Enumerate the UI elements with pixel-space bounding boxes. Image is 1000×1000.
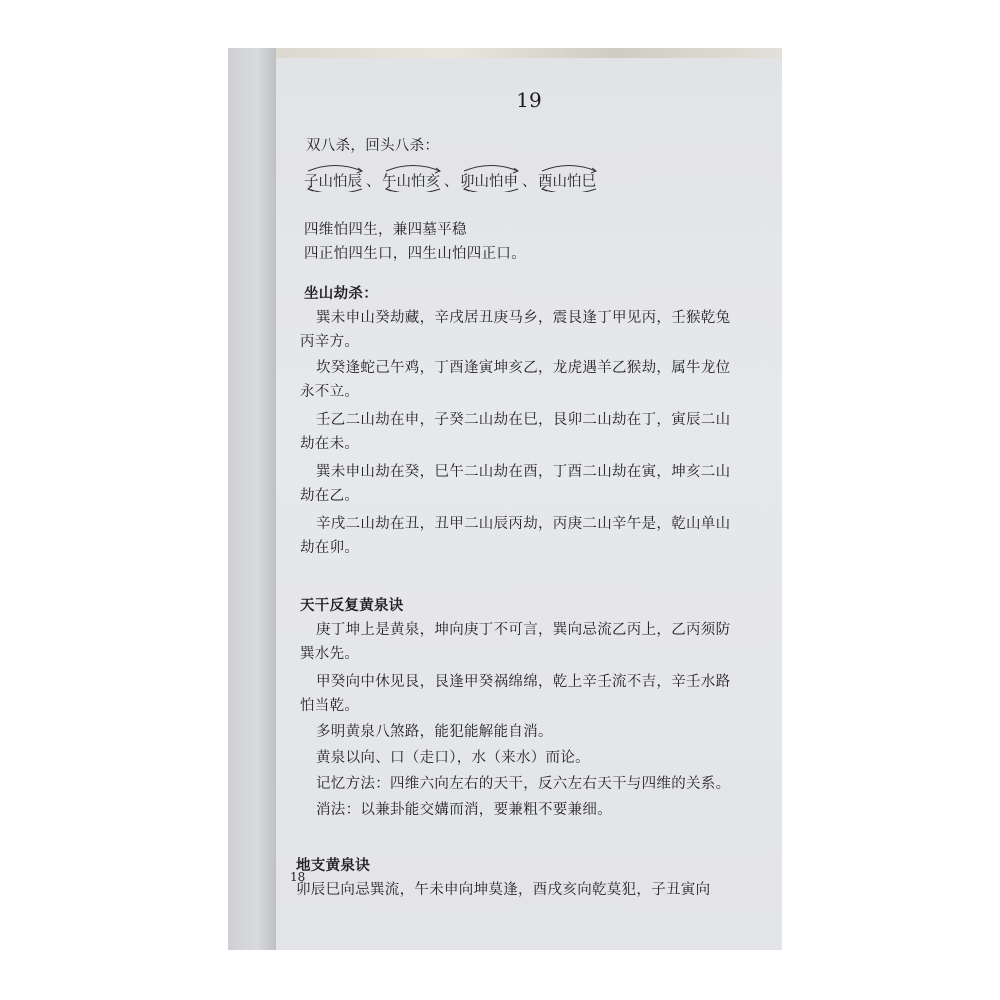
- section-title-zuoshan-jiesha: 坐山劫杀：: [304, 286, 378, 302]
- text-line: 甲癸向中休见艮，艮逢甲癸祸绵绵，乾上辛壬流不吉，辛壬水路: [316, 674, 731, 690]
- arrow-pair-label: 卯山怕申: [460, 174, 518, 190]
- text-line: 丙辛方。: [300, 334, 360, 350]
- arrow-pair-label: 子山怕辰: [304, 174, 362, 190]
- page-number-top: 19: [516, 88, 542, 112]
- text-line: 卯辰巳向忌巽流，午未申向坤莫逢，酉戌亥向乾莫犯，子丑寅向: [296, 882, 711, 898]
- text-line: 永不立。: [300, 384, 360, 400]
- text-line: 巽未申山劫在癸，巳午二山劫在酉，丁酉二山劫在寅，坤亥二山: [316, 464, 731, 480]
- separator: 、: [444, 174, 459, 190]
- text-line: 坎癸逢蛇己午鸡，丁酉逢寅坤亥乙，龙虎遇羊乙猴劫，属牛龙位: [316, 360, 731, 376]
- text-line: 记忆方法：四维六向左右的天干，反六左右天干与四维的关系。: [316, 776, 731, 792]
- page-number-bottom: 18: [290, 870, 306, 884]
- text-line: 巽水先。: [300, 646, 360, 662]
- text-line: 劫在卯。: [300, 540, 360, 556]
- book-photo: [228, 48, 782, 950]
- separator: 、: [366, 174, 381, 190]
- text-line: 消法：以兼卦能交媾而消，要兼粗不要兼细。: [316, 802, 612, 818]
- arrow-pair-label: 午山怕亥: [382, 174, 440, 190]
- section-title-double-eight: 双八杀，回头八杀：: [306, 138, 440, 154]
- text-line: 辛戌二山劫在丑，丑甲二山辰丙劫，丙庚二山辛午是，乾山单山: [316, 516, 731, 532]
- separator: 、: [522, 174, 537, 190]
- text-line: 怕当乾。: [300, 698, 360, 714]
- text-line: 壬乙二山劫在申，子癸二山劫在巳，艮卯二山劫在丁，寅辰二山: [316, 412, 731, 428]
- arrow-pairs-row: [304, 162, 614, 192]
- facing-page-edge: [228, 48, 276, 950]
- text-line: 巽未申山癸劫藏，辛戌居丑庚马乡，震艮逢丁甲见丙，壬猴乾兔: [316, 310, 731, 326]
- section-title-dizhi-huangquan: 地支黄泉诀: [296, 858, 370, 874]
- text-line: 劫在乙。: [300, 488, 360, 504]
- text-line: 庚丁坤上是黄泉，坤向庚丁不可言，巽向忌流乙丙上，乙丙须防: [316, 622, 731, 638]
- text-line: 黄泉以向、口（走口），水（来水）而论。: [316, 750, 590, 766]
- section-title-tiangan-huangquan: 天干反复黄泉诀: [300, 598, 404, 614]
- book-page: [276, 58, 782, 950]
- text-line: 多明黄泉八煞路，能犯能解能自消。: [316, 724, 553, 740]
- text-line: 四维怕四生，兼四墓平稳: [304, 222, 467, 238]
- text-line: 劫在未。: [300, 436, 360, 452]
- arrow-pair-label: 酉山怕巳: [538, 174, 596, 190]
- text-line: 四正怕四生口，四生山怕四正口。: [304, 246, 526, 262]
